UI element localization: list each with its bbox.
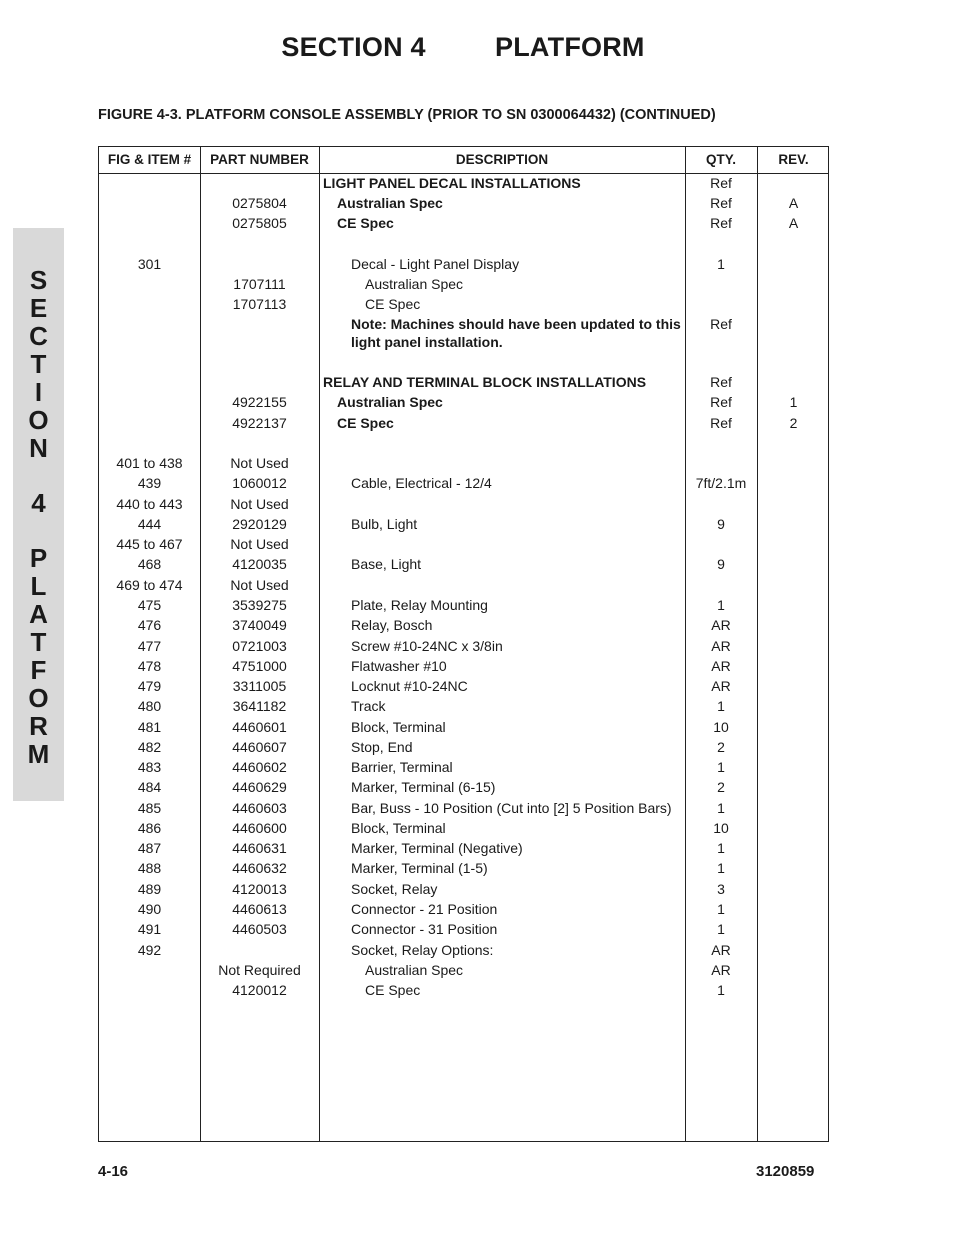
- fig-item-cell: 439: [137, 475, 162, 491]
- qty-cell: 1: [717, 800, 725, 816]
- part-number-cell: 0275805: [232, 215, 287, 231]
- fig-item-cell: 401 to 438: [116, 455, 183, 471]
- side-tab-letter: P: [29, 543, 48, 573]
- fig-item-cell: 479: [137, 678, 162, 694]
- fig-item-cell: 440 to 443: [116, 496, 183, 512]
- part-number-cell: 4922155: [232, 394, 287, 410]
- fig-item-cell: 482: [137, 739, 162, 755]
- part-number-cell: 2920129: [232, 516, 287, 532]
- page-number: 4-16: [98, 1163, 129, 1180]
- description-cell: Marker, Terminal (6-15): [351, 779, 496, 795]
- part-number-cell: Not Used: [230, 496, 289, 512]
- qty-cell: 1: [717, 698, 725, 714]
- qty-cell: 3: [717, 881, 725, 897]
- fig-item-cell: 301: [137, 256, 162, 272]
- parts-table: [98, 146, 829, 1142]
- part-number-cell: 4460602: [232, 759, 287, 775]
- fig-item-cell: 480: [137, 698, 162, 714]
- part-number-cell: 4922137: [232, 415, 287, 431]
- side-tab-letter: E: [29, 293, 48, 323]
- part-number-cell: 4460613: [232, 901, 287, 917]
- qty-cell: AR: [711, 617, 731, 633]
- part-number-cell: 4460601: [232, 719, 287, 735]
- side-tab-letter: T: [30, 627, 47, 657]
- document-number: 3120859: [756, 1163, 815, 1180]
- description-cell: Stop, End: [351, 739, 413, 755]
- side-tab-letter: O: [28, 683, 49, 713]
- description-cell: Australian Spec: [365, 276, 464, 292]
- side-tab-letter: F: [30, 655, 47, 685]
- part-number-cell: 4460629: [232, 779, 287, 795]
- description-cell: Socket, Relay Options:: [351, 942, 494, 958]
- part-number-cell: 1707113: [232, 296, 287, 312]
- side-tab-letter: T: [30, 349, 47, 379]
- description-cell: Screw #10-24NC x 3/8in: [351, 638, 503, 654]
- description-cell: Connector - 21 Position: [351, 901, 498, 917]
- qty-cell: AR: [711, 942, 731, 958]
- description-cell: Track: [351, 698, 386, 714]
- part-number-cell: 4460607: [232, 739, 287, 755]
- section-title: PLATFORM: [495, 32, 645, 62]
- qty-cell: 1: [717, 921, 725, 937]
- fig-item-cell: 485: [137, 800, 162, 816]
- header-part-number: PART NUMBER: [210, 152, 309, 167]
- side-tab-letter: L: [30, 571, 47, 601]
- fig-item-cell: 478: [137, 658, 162, 674]
- qty-cell: 7ft/2.1m: [695, 475, 747, 491]
- description-cell: Cable, Electrical - 12/4: [351, 475, 492, 491]
- description-cell: Block, Terminal: [351, 719, 446, 735]
- part-number-cell: 0275804: [232, 195, 287, 211]
- description-cell: Decal - Light Panel Display: [351, 256, 520, 272]
- part-number-cell: 1707111: [233, 276, 286, 292]
- description-cell: Plate, Relay Mounting: [351, 597, 488, 613]
- part-number-cell: 4751000: [232, 658, 287, 674]
- qty-cell: Ref: [710, 415, 732, 431]
- part-number-cell: 4120012: [232, 982, 287, 998]
- part-number-cell: 3539275: [232, 597, 287, 613]
- description-cell: Australian Spec: [365, 962, 464, 978]
- description-cell: Marker, Terminal (Negative): [351, 840, 523, 856]
- qty-cell: AR: [711, 638, 731, 654]
- part-number-cell: 1060012: [232, 475, 287, 491]
- figure-title: FIGURE 4-3. PLATFORM CONSOLE ASSEMBLY (PRIOR TO SN 0300064432) (CONTINUED): [98, 107, 716, 123]
- description-cell: CE Spec: [337, 215, 394, 231]
- qty-cell: Ref: [710, 215, 732, 231]
- fig-item-cell: 483: [137, 759, 162, 775]
- part-number-cell: Not Required: [218, 962, 301, 978]
- column-divider: [757, 147, 758, 1141]
- qty-cell: 2: [717, 739, 725, 755]
- description-cell: Relay, Bosch: [351, 617, 433, 633]
- fig-item-cell: 445 to 467: [116, 536, 183, 552]
- part-number-cell: 4460631: [232, 840, 287, 856]
- side-tab-letter: R: [29, 711, 48, 741]
- part-number-cell: Not Used: [230, 536, 289, 552]
- fig-item-cell: 492: [137, 942, 162, 958]
- part-number-cell: 4460503: [232, 921, 287, 937]
- fig-item-cell: 490: [137, 901, 162, 917]
- column-divider: [319, 147, 320, 1141]
- part-number-cell: 4120035: [232, 556, 287, 572]
- qty-cell: 9: [717, 516, 725, 532]
- fig-item-cell: 481: [137, 719, 162, 735]
- part-number-cell: 4460600: [232, 820, 287, 836]
- part-number-cell: Not Used: [230, 455, 289, 471]
- qty-cell: AR: [711, 658, 731, 674]
- part-number-cell: Not Used: [230, 577, 289, 593]
- description-cell: Connector - 31 Position: [351, 921, 498, 937]
- description-cell: Base, Light: [351, 556, 422, 572]
- part-number-cell: 0721003: [232, 638, 287, 654]
- description-cell: Bulb, Light: [351, 516, 418, 532]
- side-tab-letter: I: [34, 377, 43, 407]
- header-description: DESCRIPTION: [455, 152, 549, 167]
- fig-item-cell: 491: [137, 921, 162, 937]
- description-cell: Flatwasher #10: [351, 658, 447, 674]
- fig-item-cell: 484: [137, 779, 162, 795]
- qty-cell: 1: [717, 860, 725, 876]
- qty-cell: 1: [717, 597, 725, 613]
- description-cell: RELAY AND TERMINAL BLOCK INSTALLATIONS: [323, 374, 647, 390]
- qty-cell: 1: [717, 982, 725, 998]
- rev-cell: A: [788, 215, 799, 231]
- part-number-cell: 3740049: [232, 617, 287, 633]
- qty-cell: 9: [717, 556, 725, 572]
- fig-item-cell: 487: [137, 840, 162, 856]
- rev-cell: A: [788, 195, 799, 211]
- description-cell: Locknut #10-24NC: [351, 678, 468, 694]
- side-tab-letter: N: [29, 433, 48, 463]
- rev-cell: 2: [789, 415, 798, 431]
- description-cell: Australian Spec: [337, 394, 443, 410]
- description-cell: Barrier, Terminal: [351, 759, 453, 775]
- description-cell: Australian Spec: [337, 195, 443, 211]
- side-tab-letter: A: [29, 599, 48, 629]
- header-qty: QTY.: [705, 152, 736, 167]
- side-tab-letter: 4: [31, 488, 46, 518]
- description-cell: Note: Machines should have been updated to this light panel installation.: [351, 316, 681, 350]
- fig-item-cell: 444: [137, 516, 162, 532]
- fig-item-cell: 468: [137, 556, 162, 572]
- fig-item-cell: 477: [137, 638, 162, 654]
- fig-item-cell: 489: [137, 881, 162, 897]
- description-cell: Block, Terminal: [351, 820, 446, 836]
- fig-item-cell: 469 to 474: [116, 577, 183, 593]
- description-cell: CE Spec: [365, 296, 421, 312]
- qty-cell: 10: [713, 719, 729, 735]
- part-number-cell: 4120013: [232, 881, 287, 897]
- description-cell: Socket, Relay: [351, 881, 438, 897]
- qty-cell: 1: [717, 901, 725, 917]
- fig-item-cell: 475: [137, 597, 162, 613]
- description-cell: CE Spec: [337, 415, 394, 431]
- side-tab-letter: M: [27, 739, 50, 769]
- qty-cell: 1: [717, 759, 725, 775]
- fig-item-cell: 486: [137, 820, 162, 836]
- part-number-cell: 4460632: [232, 860, 287, 876]
- qty-cell: 1: [717, 840, 725, 856]
- page-header: [0, 32, 926, 63]
- side-tab-letter: O: [28, 405, 49, 435]
- header-rev: REV.: [778, 152, 809, 167]
- qty-cell: AR: [711, 962, 731, 978]
- description-cell: CE Spec: [365, 982, 421, 998]
- qty-cell: Ref: [710, 175, 732, 191]
- fig-item-cell: 488: [137, 860, 162, 876]
- qty-cell: Ref: [710, 394, 732, 410]
- qty-cell: 1: [717, 256, 725, 272]
- side-tab-letter: S: [29, 265, 48, 295]
- part-number-cell: 4460603: [232, 800, 287, 816]
- qty-cell: Ref: [710, 374, 732, 390]
- description-cell: LIGHT PANEL DECAL INSTALLATIONS: [323, 175, 581, 191]
- part-number-cell: 3641182: [232, 698, 287, 714]
- header-fig-item: FIG & ITEM #: [107, 152, 192, 167]
- description-cell: Bar, Buss - 10 Position (Cut into [2] 5 Position Bars): [351, 800, 672, 816]
- fig-item-cell: 476: [137, 617, 162, 633]
- qty-cell: AR: [711, 678, 731, 694]
- description-cell: Marker, Terminal (1-5): [351, 860, 488, 876]
- section-label: SECTION 4: [281, 32, 426, 62]
- qty-cell: Ref: [710, 195, 732, 211]
- qty-cell: 2: [717, 779, 725, 795]
- rev-cell: 1: [789, 394, 798, 410]
- section-side-tab: [13, 228, 64, 801]
- side-tab-letter: C: [29, 321, 48, 351]
- qty-cell: Ref: [710, 316, 732, 332]
- qty-cell: 10: [713, 820, 729, 836]
- part-number-cell: 3311005: [232, 678, 287, 694]
